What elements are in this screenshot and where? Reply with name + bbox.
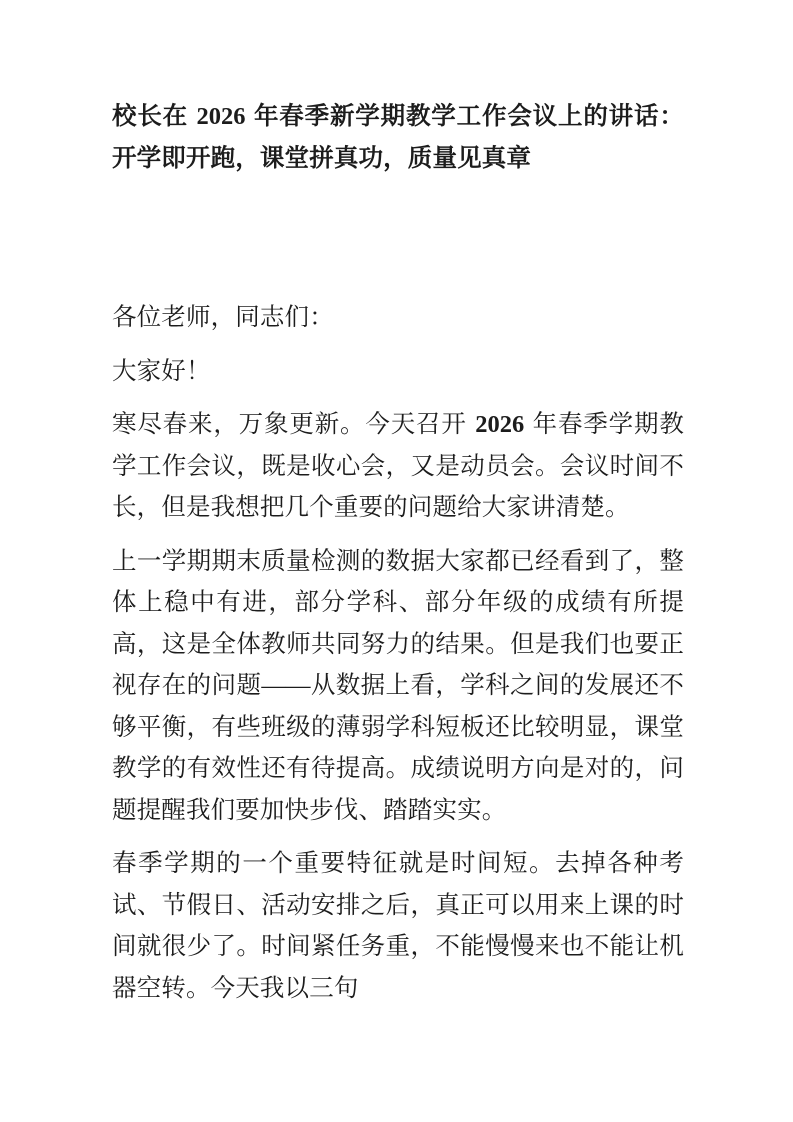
latin-numeral: 2026 — [196, 103, 246, 130]
document-body — [112, 96, 684, 1009]
title-spacer — [112, 179, 684, 297]
body-paragraph-1: 寒尽春来，万象更新。今天召开 2026 年春季学期教学工作会议，既是收心会，又是动员会。会议时间不长，但是我想把几个重要的问题给大家讲清楚。 — [112, 411, 684, 521]
latin-numeral: 2026 — [475, 411, 525, 438]
body-paragraph-3: 春季学期的一个重要特征就是时间短。去掉各种考试、节假日、活动安排之后，真正可以用来上课的时间就很少了。时间紧任务重，不能慢慢来也不能让机器空转。今天我以三句 — [112, 850, 684, 1002]
body-paragraph-2: 上一学期期末质量检测的数据大家都已经看到了，整体上稳中有进，部分学科、部分年级的成绩有所提高，这是全体教师共同努力的结果。但是我们也要正视存在的问题——从数据上看，学科之间的发展还不够平衡，有些班级的薄弱学科短板还比较明显，课堂教学的有效性还有待提高。成绩说明方向是对的，问题提醒我们要加快步伐、踏踏实实。 — [112, 547, 684, 824]
greeting-line: 大家好！ — [112, 357, 211, 385]
salutation-line: 各位老师，同志们： — [112, 304, 334, 331]
document-title: 校长在 2026 年春季新学期教学工作会议上的讲话：开学即开跑，课堂拼真功，质量见真章 — [112, 103, 684, 172]
